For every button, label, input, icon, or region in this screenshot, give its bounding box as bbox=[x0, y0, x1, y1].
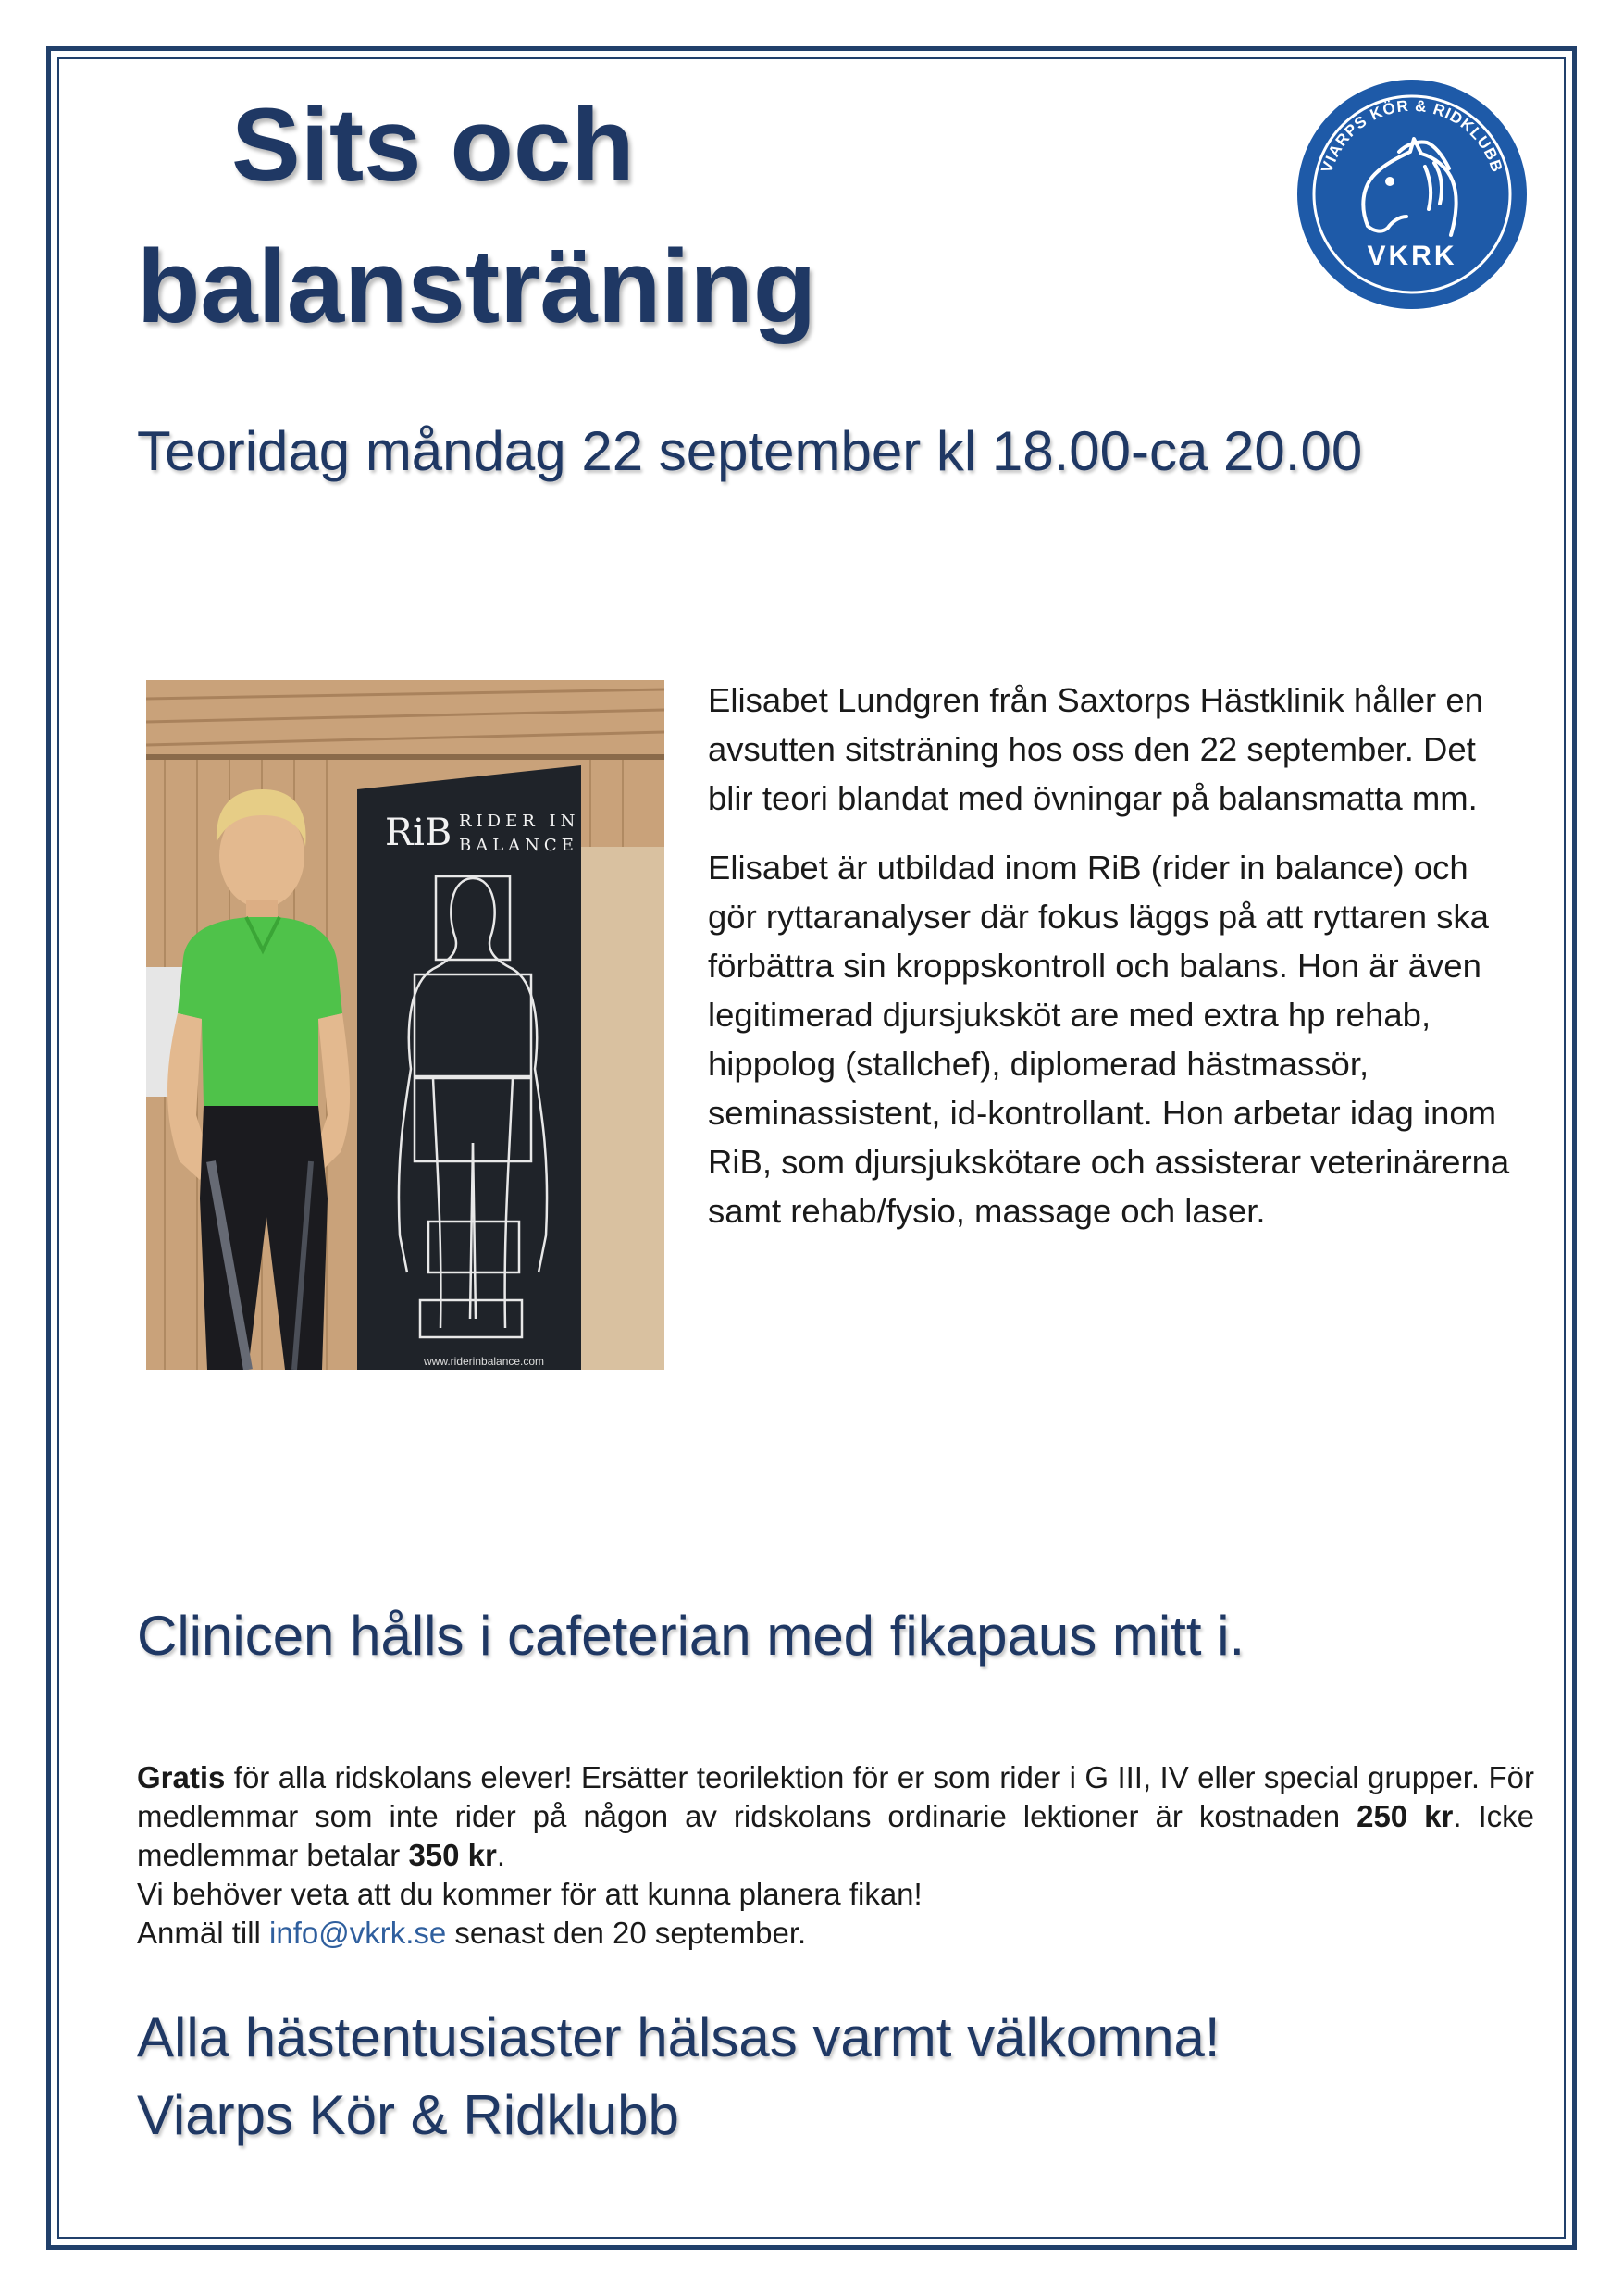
nonmember-price: 350 kr bbox=[408, 1838, 497, 1872]
bio-paragraph-2: Elisabet är utbildad inom RiB (rider in balance) och gör ryttaranalyser där fokus läggs på att ryttaren ska förbättra sin kroppskontroll och balans. Hon är även legitimerad djursjuksköt are med extra hp rehab, hippolog (stallchef), diplomerad hästmassör, seminassistent, id-kontrollant. Hon arbetar idag inom RiB, som djursjukskötare och assisterar veterinärerna samt rehab/fysio, massage och laser. bbox=[708, 849, 1510, 1230]
fika-note: Vi behöver veta att du kommer för att kunna planera fikan! bbox=[137, 1877, 923, 1911]
welcome-line: Alla hästentusiaster hälsas varmt välkomna! bbox=[137, 2006, 1220, 2068]
pricing-text: för alla ridskolans elever! Ersätter teorilektion för er som rider i G III, IV eller special grupper. För medlemmar som inte rider på någon av ridskolans ordinarie lektioner är kostnaden bbox=[137, 1760, 1534, 1833]
club-name: Viarps Kör & Ridklubb bbox=[137, 2084, 679, 2146]
rib-banner-logo: RiB bbox=[385, 812, 452, 854]
signup-suffix: senast den 20 september. bbox=[446, 1916, 807, 1950]
signup-prefix: Anmäl till bbox=[137, 1916, 270, 1950]
email-link[interactable]: info@vkrk.se bbox=[269, 1916, 447, 1950]
member-price: 250 kr bbox=[1357, 1799, 1454, 1833]
club-logo bbox=[1295, 78, 1529, 311]
rib-banner-url: www.riderinbalance.com bbox=[424, 1355, 545, 1368]
rib-banner-text-1: RIDER IN bbox=[459, 812, 580, 831]
logo-bottom-text: VKRK bbox=[1367, 241, 1457, 271]
event-date-line: Teoridag måndag 22 september kl 18.00-ca 20.00 bbox=[137, 420, 1363, 482]
page-title-line-1: Sits och bbox=[231, 87, 635, 203]
instructor-photo bbox=[146, 680, 664, 1370]
free-label: Gratis bbox=[137, 1760, 226, 1794]
rib-banner-text-2: BALANCE bbox=[459, 836, 578, 855]
pricing-period: . bbox=[496, 1838, 506, 1872]
nonmember-text: . Icke medlemmar betalar bbox=[137, 1799, 1534, 1872]
pricing-info bbox=[137, 1758, 1534, 1953]
signup-line bbox=[137, 1914, 1534, 1953]
bio-paragraph-1: Elisabet Lundgren från Saxtorps Hästklinik håller en avsutten sitsträning hos oss den 22 september. Det blir teori blandat med övningar på balansmatta mm. bbox=[708, 681, 1483, 817]
venue-line: Clinicen hålls i cafeterian med fikapaus mitt i. bbox=[137, 1605, 1245, 1667]
pricing-paragraph bbox=[137, 1758, 1534, 1875]
logo-top-text: VIARPS KÖR & RIDKLUBB bbox=[1318, 96, 1506, 176]
instructor-bio bbox=[708, 676, 1522, 1256]
page-title-line-2: balansträning bbox=[137, 229, 817, 344]
